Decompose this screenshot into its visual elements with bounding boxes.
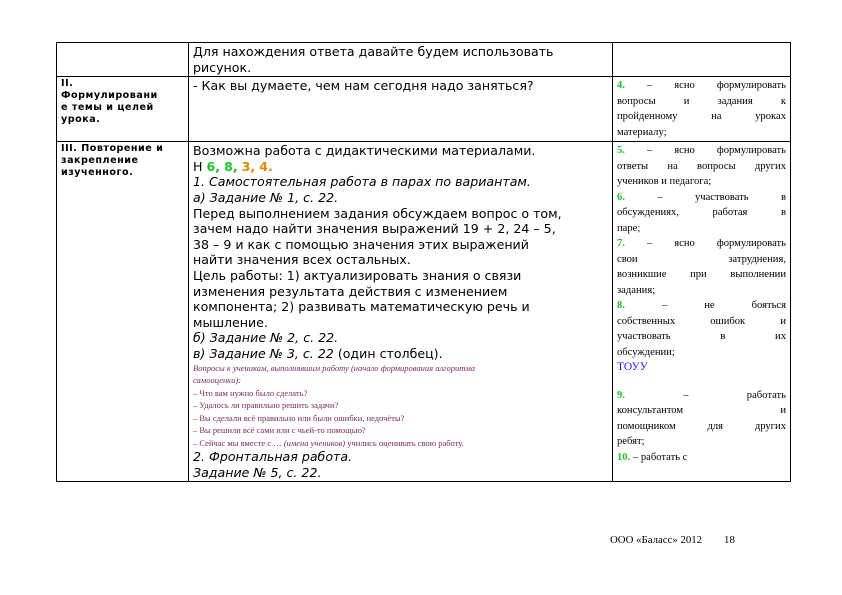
- uud-line: [617, 434, 786, 450]
- uud-text: – не бояться: [624, 300, 786, 312]
- stage-line: урока.: [61, 114, 101, 126]
- stage-line: изученного.: [61, 167, 134, 179]
- text-line: 38 – 9 и как с помощью значения этих выражений: [193, 236, 529, 252]
- uud-text: возникшие при выполнении: [617, 269, 786, 281]
- task-ref: б) Задание № 2, с. 22.: [193, 330, 339, 346]
- uud-text: – работать: [624, 389, 786, 401]
- uud-line: [617, 345, 786, 361]
- intro-line: Возможна работа с дидактическими материалами.: [193, 143, 536, 159]
- uud-number: 10.: [617, 451, 631, 463]
- q-part: – Сейчас мы вместе с …: [193, 437, 284, 448]
- uud-text: материалу;: [617, 126, 667, 138]
- uud-text: ребят;: [617, 436, 645, 448]
- uud-text: – ясно формулировать: [624, 238, 786, 250]
- uud-line: [617, 388, 786, 404]
- uud-text: участвовать в их: [617, 331, 786, 343]
- uud-line: [617, 143, 786, 159]
- uud-line: [617, 190, 786, 206]
- text-line: Для нахождения ответа давайте будем использовать: [193, 44, 554, 59]
- task-line: [193, 346, 608, 362]
- uud-text: – ясно формулировать: [624, 80, 786, 92]
- uud-number: 7.: [617, 238, 625, 250]
- task-ref: в) Задание № 3, с. 22: [193, 345, 334, 361]
- text-line: Цель работы: 1) актуализировать знания о связи: [193, 267, 522, 283]
- task-ref: Задание № 5, с. 22.: [193, 464, 322, 480]
- uud-line: [617, 221, 786, 237]
- stage-cell: [57, 142, 189, 482]
- uud-text: консультантом и: [617, 405, 786, 417]
- stage-line: е темы и целей: [61, 102, 154, 114]
- uud-text: – работать с: [630, 451, 688, 463]
- uud-line: [617, 174, 786, 190]
- uud-line: [617, 109, 786, 125]
- uud-number: 8.: [617, 300, 625, 312]
- text-line: компонента; 2) развивать математическую речь и: [193, 299, 530, 315]
- ref-num: 8,: [224, 158, 238, 174]
- uud-text: паре;: [617, 222, 641, 234]
- uud-text: задания;: [617, 284, 656, 296]
- table-row: [57, 142, 791, 482]
- lesson-plan-table: [56, 42, 791, 482]
- uud-number: 9.: [617, 389, 625, 401]
- task-line: [193, 190, 608, 206]
- q-part: (имена учеников): [283, 437, 346, 448]
- task-ref: а) Задание № 1, с. 22.: [193, 189, 339, 205]
- uud-line: [617, 314, 786, 330]
- text-line: найти значения всех остальных.: [193, 252, 411, 268]
- uud-line: [617, 94, 786, 110]
- uud-line: [617, 329, 786, 345]
- q-part: учились оценивать свою работу.: [345, 437, 464, 448]
- uud-text: учеников и педагога;: [617, 176, 712, 188]
- uud-cell: [613, 43, 791, 77]
- table-row: [57, 43, 791, 77]
- uud-line: ТОУУ: [617, 361, 648, 374]
- uud-line: [617, 78, 786, 94]
- content-cell: [189, 77, 613, 142]
- task-line: [193, 330, 608, 346]
- uud-text: свои затруднения,: [617, 253, 786, 265]
- questions-heading: самооценки):: [193, 375, 242, 385]
- uud-text: – ясно формулировать: [624, 145, 786, 157]
- uud-line: [617, 159, 786, 175]
- footer-company: ООО «Баласс» 2012: [610, 534, 703, 546]
- uud-line: [617, 236, 786, 252]
- ref-num: 4.: [259, 158, 273, 174]
- uud-text: помощником для других: [617, 420, 786, 432]
- uud-cell: [613, 142, 791, 482]
- uud-line: [617, 267, 786, 283]
- uud-line: [617, 125, 786, 141]
- uud-number: 5.: [617, 145, 625, 157]
- uud-number: 4.: [617, 80, 625, 92]
- question-item: – Вы решили всё сами или с чьей-то помощью?: [193, 425, 366, 435]
- stage-line: Формулировани: [61, 90, 158, 102]
- task-title: 2. Фронтальная работа.: [193, 449, 353, 464]
- text-line: Перед выполнением задания обсуждаем вопрос о том,: [193, 205, 562, 221]
- uud-text: обсуждении;: [617, 346, 675, 358]
- questions-block: [193, 362, 608, 450]
- uud-cell: [613, 77, 791, 142]
- text-line: зачем надо найти значения выражений 19 + 2, 24 – 5,: [193, 221, 556, 237]
- task-title: 1. Самостоятельная работа в парах по вариантам.: [193, 174, 531, 190]
- uud-line: [617, 450, 786, 466]
- stage-line: закрепление: [61, 155, 139, 167]
- question-item: [193, 437, 608, 450]
- stage-line: III. Повторение и: [61, 143, 164, 155]
- question-item: – Вы сделали всё правильно или были ошибки, недочёты?: [193, 412, 405, 423]
- text-line: мышление.: [193, 314, 268, 330]
- uud-number: 6.: [617, 191, 625, 203]
- text-line: - Как вы думаете, чем нам сегодня надо заняться?: [193, 78, 534, 94]
- questions-heading: Вопросы к ученикам, выполнявшим работу (начало формирования алгоритма: [193, 362, 476, 373]
- uud-text: – участвовать в: [624, 191, 786, 203]
- stage-line: II.: [61, 78, 74, 90]
- uud-text: собственных ошибок и: [617, 315, 786, 327]
- content-cell: [189, 43, 613, 77]
- uud-text: вопросы и задания к: [617, 95, 786, 107]
- uud-line: [617, 376, 786, 388]
- page-number: 18: [724, 534, 735, 546]
- content-cell: [189, 142, 613, 482]
- uud-text: пройденному на уроках: [617, 111, 786, 123]
- task-note: (один столбец).: [333, 345, 443, 361]
- uud-line: [617, 205, 786, 221]
- question-item: – Удалось ли правильно решить задачи?: [193, 400, 339, 410]
- stage-cell: [57, 43, 189, 77]
- text-line: изменения результата действия с изменением: [193, 283, 508, 299]
- ref-num: 3,: [241, 158, 256, 174]
- uud-line: [617, 419, 786, 435]
- uud-text: обсуждениях, работая в: [617, 207, 786, 219]
- page-footer: [610, 534, 735, 546]
- h-prefix: Н: [193, 158, 207, 174]
- uud-line: [617, 298, 786, 314]
- question-item: – Что вам нужно было сделать?: [193, 387, 308, 398]
- uud-line: [617, 252, 786, 268]
- ref-num: 6,: [206, 158, 221, 174]
- uud-text: ответы на вопросы других: [617, 160, 786, 172]
- table-row: [57, 77, 791, 142]
- text-line: рисунок.: [193, 59, 252, 75]
- stage-cell: [57, 77, 189, 142]
- uud-line: [617, 283, 786, 299]
- uud-line: [617, 403, 786, 419]
- uud-reference-line: [193, 159, 608, 175]
